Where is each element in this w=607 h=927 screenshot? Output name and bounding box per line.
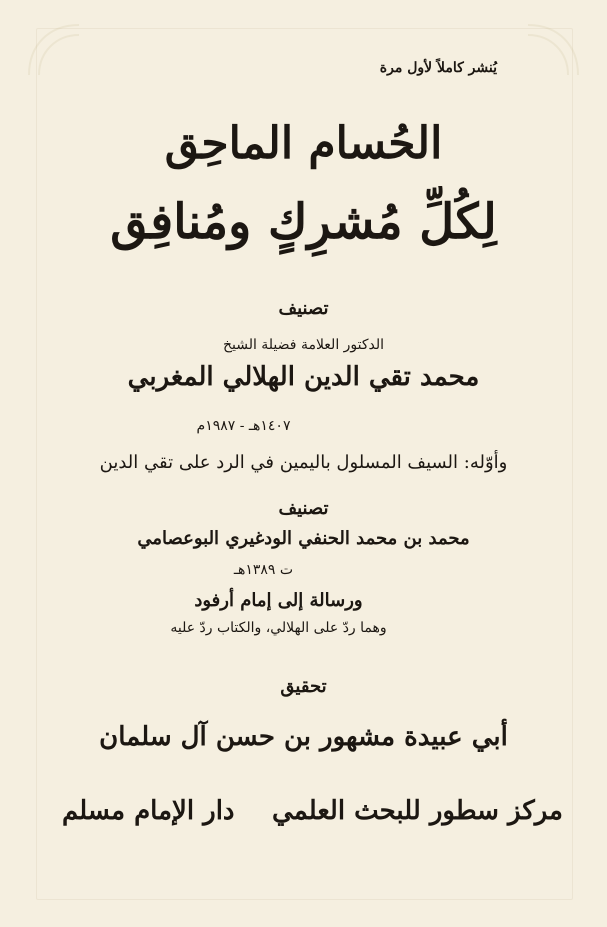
- authored-label: تصنيف: [278, 298, 329, 319]
- corner-ornament-icon: [24, 20, 84, 80]
- publish-note: يُنشر كاملاً لأول مرة: [379, 60, 497, 76]
- publisher-right: مركز سطور للبحث العلمي: [272, 796, 563, 826]
- letter-note: وهما ردّ على الهلالي، والكتاب ردّ عليه: [170, 620, 387, 636]
- editing-label: تحقيق: [280, 676, 327, 697]
- author-name: محمد تقي الدين الهلالي المغربي: [127, 362, 480, 392]
- appended-work: وأوّله: السيف المسلول باليمين في الرد على تقي الدين: [99, 452, 508, 473]
- title-line-1: الحُسام الماحِق: [164, 118, 443, 169]
- author-dates: ١٤٠٧هـ - ١٩٨٧م: [196, 418, 291, 434]
- second-author-death: ت ١٣٨٩هـ: [233, 562, 294, 578]
- second-author: محمد بن محمد الحنفي الودغيري البوعصامي: [137, 528, 470, 549]
- editor-name: أبي عبيدة مشهور بن حسن آل سلمان: [99, 722, 508, 752]
- corner-ornament-icon: [523, 20, 583, 80]
- title-line-2: لِكُلِّ مُشرِكٍ ومُنافِق: [110, 194, 497, 250]
- author-prefix: الدكتور العلامة فضيلة الشيخ: [222, 337, 385, 353]
- authored-label-2: تصنيف: [278, 498, 329, 519]
- publisher-left: دار الإمام مسلم: [62, 796, 235, 826]
- letter-title: ورسالة إلى إمام أرفود: [194, 590, 363, 611]
